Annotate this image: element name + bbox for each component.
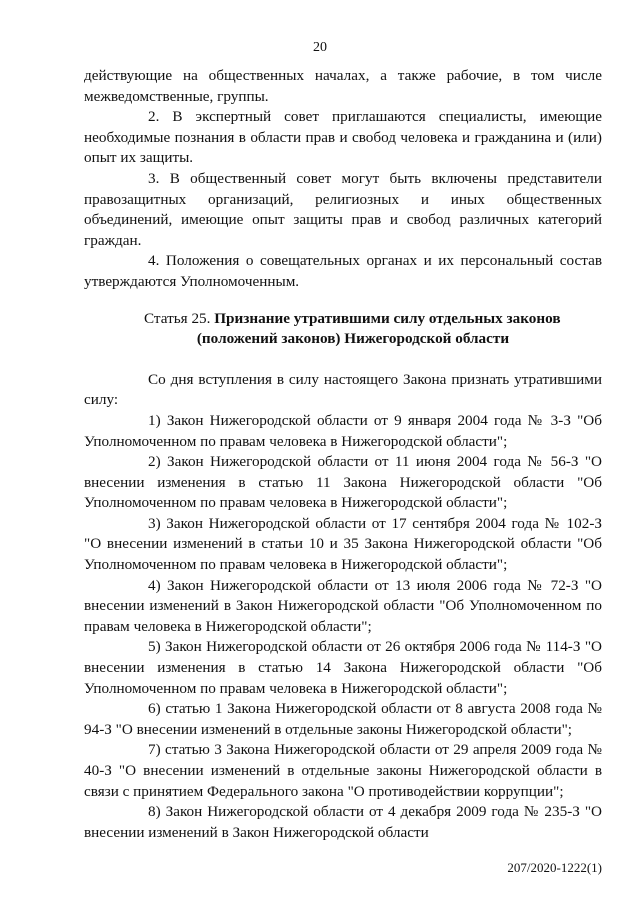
article-heading (84, 309, 602, 330)
document-code: 207/2020-1222(1) (507, 860, 602, 875)
paragraph: 3. В общественный совет могут быть включены представители правозащитных организаций, религиозных и иных общественных объединений, имеющие опыт защиты прав и свобод различных категорий граждан. (84, 169, 602, 249)
paragraph: 2. В экспертный совет приглашаются специалисты, имеющие необходимые познания в области прав и свобод человека и гражданина и (или) опыт их защиты. (84, 108, 602, 167)
document-body (84, 66, 602, 843)
article-title-line2: (положений законов) Нижегородской области (196, 330, 510, 348)
list-item: 1) Закон Нижегородской области от 9 января 2004 года № 3-З "Об Уполномоченном по правам человека в Нижегородской области"; (84, 411, 602, 450)
article-title-line1: Признание утратившими силу отдельных законов (214, 309, 561, 327)
article-heading-cont (84, 329, 602, 350)
list-item: 8) Закон Нижегородской области от 4 декабря 2009 года № 235-З "О внесении изменений в Закон Нижегородской области (84, 803, 602, 841)
intro-paragraph: Со дня вступления в силу настоящего Закона признать утратившими силу: (84, 370, 602, 409)
list-item: 5) Закон Нижегородской области от 26 октября 2006 года № 114-З "О внесении изменения в статью 14 Закона Нижегородской области "Об Уполномоченном по правам человека в Нижегородской области"; (84, 638, 602, 697)
paragraph: действующие на общественных началах, а также рабочие, в том числе межведомственные, группы. (84, 67, 602, 105)
list-item: 6) статью 1 Закона Нижегородской области от 8 августа 2008 года № 94-З "О внесении изменений в отдельные законы Нижегородской области"; (84, 700, 602, 738)
paragraph: 4. Положения о совещательных органах и их персональный состав утверждаются Уполномоченным. (84, 252, 602, 290)
list-item: 4) Закон Нижегородской области от 13 июля 2006 года № 72-З "О внесении изменений в Закон Нижегородской области "Об Уполномоченном по правам человека в Нижегородской области"; (84, 576, 602, 635)
list-item: 3) Закон Нижегородской области от 17 сентября 2004 года № 102-З "О внесении изменений в статьи 10 и 35 Закона Нижегородской области "Об Уполномоченном по правам человека в Нижегородской области"; (84, 514, 602, 574)
page-number: 20 (313, 40, 327, 55)
article-number: Статья 25. (144, 309, 211, 327)
list-item: 2) Закон Нижегородской области от 11 июня 2004 года № 56-З "О внесении изменения в статью 11 Закона Нижегородской области "Об Уполномоченном по правам человека в Нижегородской области"; (84, 453, 602, 512)
list-item: 7) статью 3 Закона Нижегородской области от 29 апреля 2009 года № 40-З "О внесении изменений в отдельные законы Нижегородской области в связи с принятием Федерального закона "О противодействии коррупции"; (84, 741, 602, 800)
